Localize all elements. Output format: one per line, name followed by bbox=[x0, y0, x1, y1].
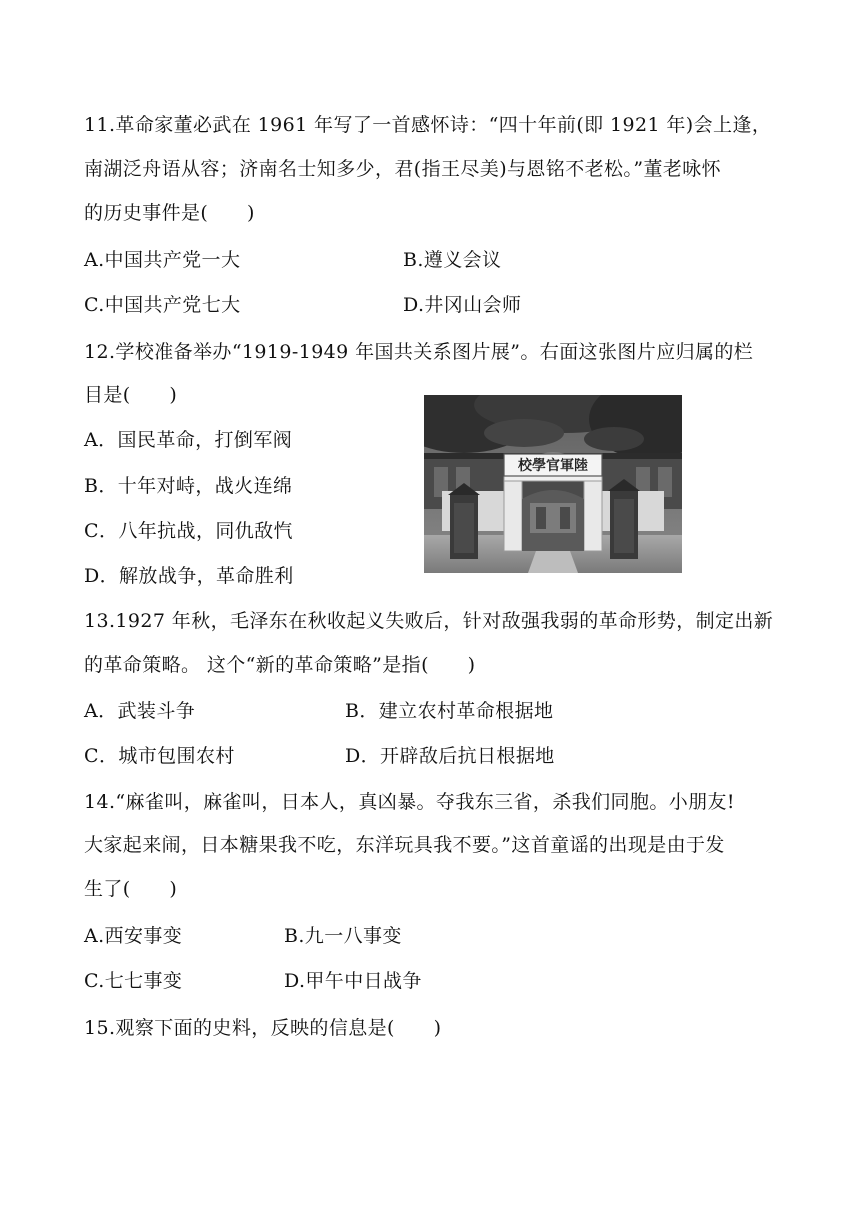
question-11-option-a: A.中国共产党一大 bbox=[84, 249, 241, 271]
question-14-option-a: A.西安事变 bbox=[84, 925, 183, 947]
question-14-line-3: 生了( ) bbox=[84, 878, 178, 900]
question-11-option-d: D.井冈山会师 bbox=[403, 294, 522, 316]
question-11-option-b: B.遵义会议 bbox=[403, 249, 502, 271]
question-13-line-2: 的革命策略。 这个“新的革命策略”是指( ) bbox=[84, 654, 476, 676]
question-13-option-a: A．武装斗争 bbox=[84, 700, 196, 722]
military-academy-gate-photo bbox=[424, 395, 682, 573]
question-11-line-3: 的历史事件是( ) bbox=[84, 202, 255, 224]
question-14-option-d: D.甲午中日战争 bbox=[284, 970, 422, 992]
question-14-line-2: 大家起来闹，日本糖果我不吃，东洋玩具我不要。”这首童谣的出现是由于发 bbox=[84, 834, 725, 856]
question-15-line-1: 15.观察下面的史料，反映的信息是( ) bbox=[84, 1017, 442, 1039]
question-11-line-1: 11.革命家董必武在 1961 年写了一首感怀诗：“四十年前(即 1921 年)会上逢， bbox=[84, 114, 772, 136]
question-13-option-c: C．城市包围农村 bbox=[84, 745, 235, 767]
question-13-option-b: B．建立农村革命根据地 bbox=[345, 700, 554, 722]
gate-sign-text: 校學官軍陸 bbox=[518, 458, 588, 474]
question-14-option-c: C.七七事变 bbox=[84, 970, 183, 992]
question-12-line-1: 12.学校准备举办“1919-1949 年国共关系图片展”。右面这张图片应归属的栏 bbox=[84, 341, 754, 363]
question-11-line-2: 南湖泛舟语从容；济南名士知多少，君(指王尽美)与恩铭不老松。”董老咏怀 bbox=[84, 158, 722, 180]
question-12-line-2: 目是( ) bbox=[84, 384, 178, 406]
question-13-option-d: D．开辟敌后抗日根据地 bbox=[345, 745, 555, 767]
question-11-option-c: C.中国共产党七大 bbox=[84, 294, 241, 316]
question-12-option-c: C．八年抗战，同仇敌忾 bbox=[84, 520, 293, 542]
question-12-option-a: A．国民革命，打倒军阀 bbox=[84, 429, 293, 451]
question-12-option-d: D．解放战争，革命胜利 bbox=[84, 565, 294, 587]
question-13-line-1: 13.1927 年秋，毛泽东在秋收起义失败后，针对敌强我弱的革命形势，制定出新 bbox=[84, 610, 774, 632]
question-12-option-b: B．十年对峙，战火连绵 bbox=[84, 475, 293, 497]
question-14-line-1: 14.“麻雀叫，麻雀叫，日本人，真凶暴。夺我东三省，杀我们同胞。小朋友! bbox=[84, 791, 735, 813]
question-14-option-b: B.九一八事变 bbox=[284, 925, 402, 947]
